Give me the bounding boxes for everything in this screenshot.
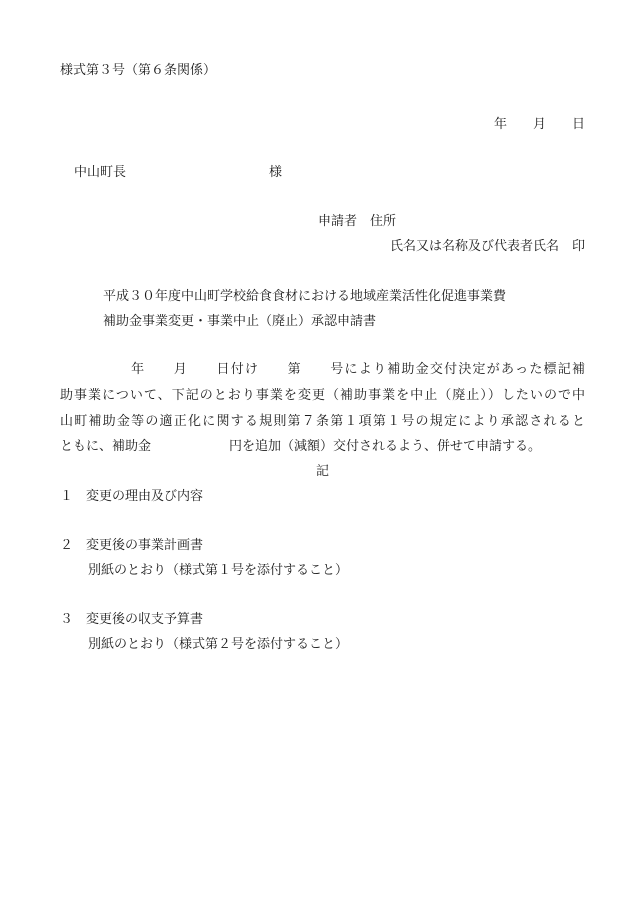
item-2-heading: ２ 変更後の事業計画書 bbox=[60, 538, 204, 553]
form-number: 様式第３号（第６条関係） bbox=[60, 63, 217, 78]
body-text-line: 年 月 日付け 第 号により補助金交付決定があった標記補 bbox=[60, 362, 585, 377]
document-title-line-2: 補助金事業変更・事業中止（廃止）承認申請書 bbox=[103, 314, 377, 329]
applicant-address-line: 申請者 住所 bbox=[318, 214, 397, 229]
item-3-heading: ３ 変更後の収支予算書 bbox=[60, 612, 204, 627]
item-3-note: 別紙のとおり（様式第２号を添付すること） bbox=[88, 637, 349, 652]
date-line: 年 月 日 bbox=[493, 117, 585, 132]
addressee: 中山町長 様 bbox=[74, 165, 283, 180]
body-text-line: 山町補助金等の適正化に関する規則第７条第１項第１号の規定により承認されると bbox=[60, 414, 585, 429]
applicant-name-line: 氏名又は名称及び代表者氏名 印 bbox=[389, 239, 585, 254]
document-title-line-1: 平成３０年度中山町学校給食食材における地域産業活性化促進事業費 bbox=[103, 289, 507, 304]
item-1-heading: １ 変更の理由及び内容 bbox=[60, 489, 204, 504]
body-text-line: 助事業について、下記のとおり事業を変更（補助事業を中止（廃止））したいので中 bbox=[60, 388, 585, 403]
body-text-line: ともに、補助金 円を追加（減額）交付されるよう、併せて申請する。 bbox=[60, 439, 542, 454]
ki-marker: 記 bbox=[316, 464, 330, 479]
item-2-note: 別紙のとおり（様式第１号を添付すること） bbox=[88, 563, 349, 578]
